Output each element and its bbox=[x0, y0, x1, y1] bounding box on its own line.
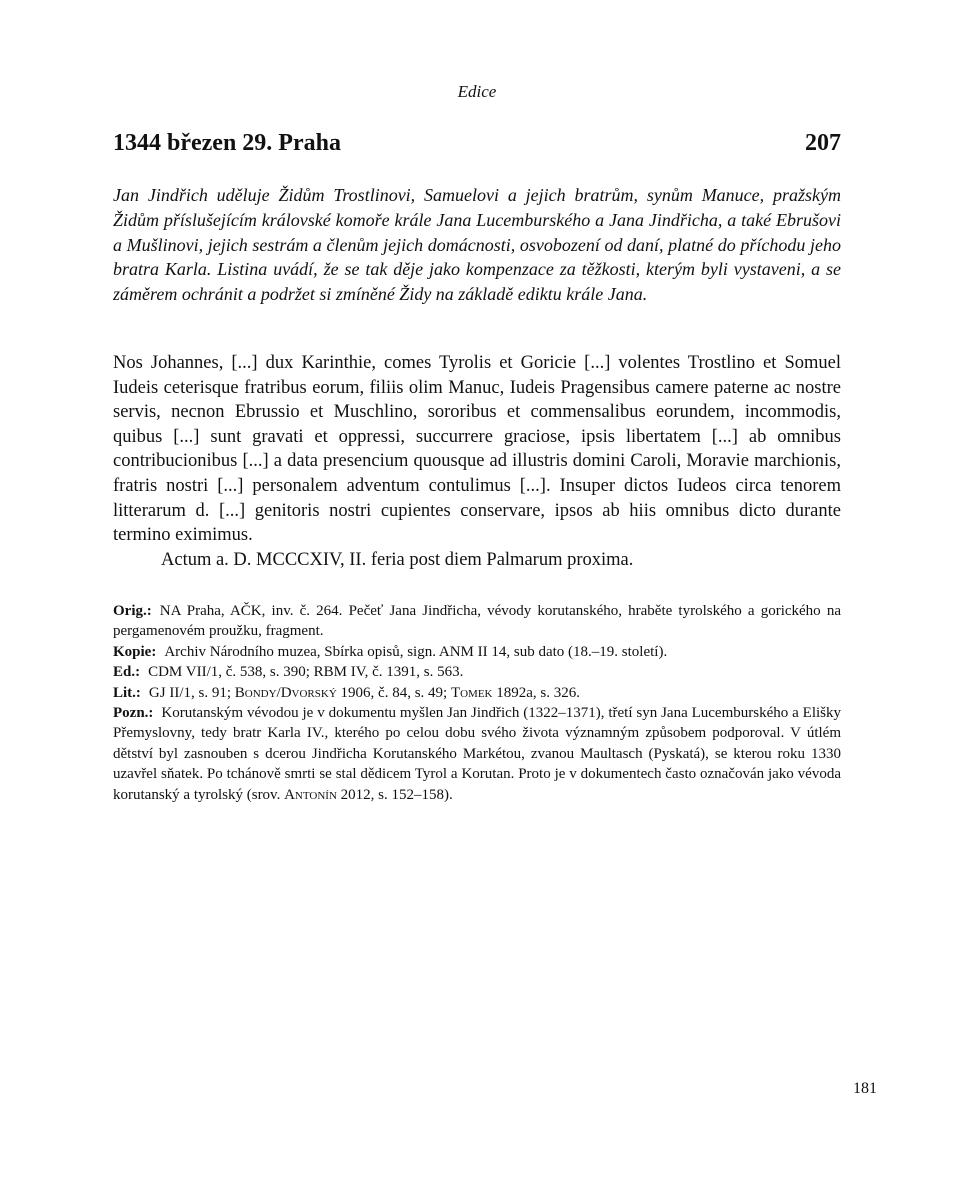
apparatus-pozn bbox=[113, 703, 841, 805]
apparatus-orig bbox=[113, 601, 841, 642]
lit-author-bondy-dvorsky: Bondy/Dvorský bbox=[234, 684, 337, 701]
apparatus-lit bbox=[113, 683, 841, 703]
lit-text-pre: GJ II/1, s. 91; bbox=[148, 684, 232, 701]
entry-number: 207 bbox=[805, 130, 841, 156]
actum-line: Actum a. D. MCCCXIV, II. feria post diem Palmarum proxima. bbox=[161, 549, 634, 570]
kopie-label: Kopie: bbox=[113, 643, 157, 660]
pozn-label: Pozn.: bbox=[113, 705, 154, 722]
lit-label: Lit.: bbox=[113, 684, 141, 701]
entry-heading bbox=[113, 130, 841, 157]
orig-text: NA Praha, AČK, inv. č. 264. Pečeť Jana Jindřicha, vévody korutanského, hraběte tyrolského a gorického na pergamenovém proužku, fragment. bbox=[113, 603, 841, 640]
running-head: Edice bbox=[457, 82, 497, 101]
apparatus-kopie bbox=[113, 642, 841, 662]
ed-text: CDM VII/1, č. 538, s. 390; RBM IV, č. 1391, s. 563. bbox=[148, 664, 464, 681]
kopie-text: Archiv Národního muzea, Sbírka opisů, sign. ANM II 14, sub dato (18.–19. století). bbox=[164, 643, 668, 660]
lit-text-post: 1892a, s. 326. bbox=[496, 684, 581, 701]
entry-date-place: 1344 březen 29. Praha bbox=[113, 130, 341, 156]
apparatus-ed bbox=[113, 662, 841, 682]
pozn-author-antonin: Antonín bbox=[284, 786, 337, 803]
pozn-text-end: 2012, s. 152–158). bbox=[340, 786, 453, 803]
pozn-text: Korutanským vévodou je v dokumentu myšlen Jan Jindřich (1322–1371), třetí syn Jana Lucemburského a Elišky Přemyslovny, tedy bratr Karla IV., kterého po celou dobu svého života významným způsobem podporoval. V útlém dětství byl zasnouben s dcerou Jindřicha Korutanského Markétou, zvanou Maultasch (Pyskatá), se kterou roku 1330 uzavřel sňatek. Po tchánově smrti se stal dědicem Tyrol a Korutan. Proto je v dokumentech často označován jako vévoda korutanský a tyrolský (srov. bbox=[113, 705, 841, 803]
latin-edition-text bbox=[113, 351, 841, 572]
latin-body: Nos Johannes, [...] dux Karinthie, comes Tyrolis et Goricie [...] volentes Trostlino et Somuel Iudeis ceterisque fratribus eorum, filiis olim Manuc, Iudeis Pragensibus camere paterne ac nostre servis, necnon Ebrussio et Muschlino, sororibus et commensalibus eorundem, incommodis, quibus [...] sunt gravati et oppressi, succurrere graciose, ipsis libertatem [...] ab omnibus contribucionibus [...] a data presencium quousque ad illustris domini Caroli, Moravie marchionis, fratris nostri [...] personalem adventum contulimus [...]. Insuper dictos Iudeos circa tenorem litterarum d. [...] genitoris nostri cupientes conservare, ipsos ab hiis omnibus dicto durante termino eximimus. bbox=[113, 353, 841, 546]
ed-label: Ed.: bbox=[113, 664, 141, 681]
page-number: 181 bbox=[853, 1080, 877, 1097]
critical-apparatus bbox=[113, 601, 841, 805]
regest-summary: Jan Jindřich uděluje Židům Trostlinovi, Samuelovi a jejich bratrům, synům Manuce, pražským Židům příslušejícím královské komoře krále Jana Lucemburského a Jana Jindřicha, a také Ebrušovi a Mušlinovi, jejich sestrám a členům jejich domácnosti, osvobození od daní, platné do příchodu jeho bratra Karla. Listina uvádí, že se tak děje jako kompenzace za těžkosti, kterým byli vystaveni, a se záměrem ochránit a podržet si zmíněné Židy na základě ediktu krále Jana. bbox=[113, 185, 841, 305]
orig-label: Orig.: bbox=[113, 603, 152, 619]
lit-text-mid: 1906, č. 84, s. 49; bbox=[340, 684, 448, 701]
lit-author-tomek: Tomek bbox=[450, 684, 493, 701]
